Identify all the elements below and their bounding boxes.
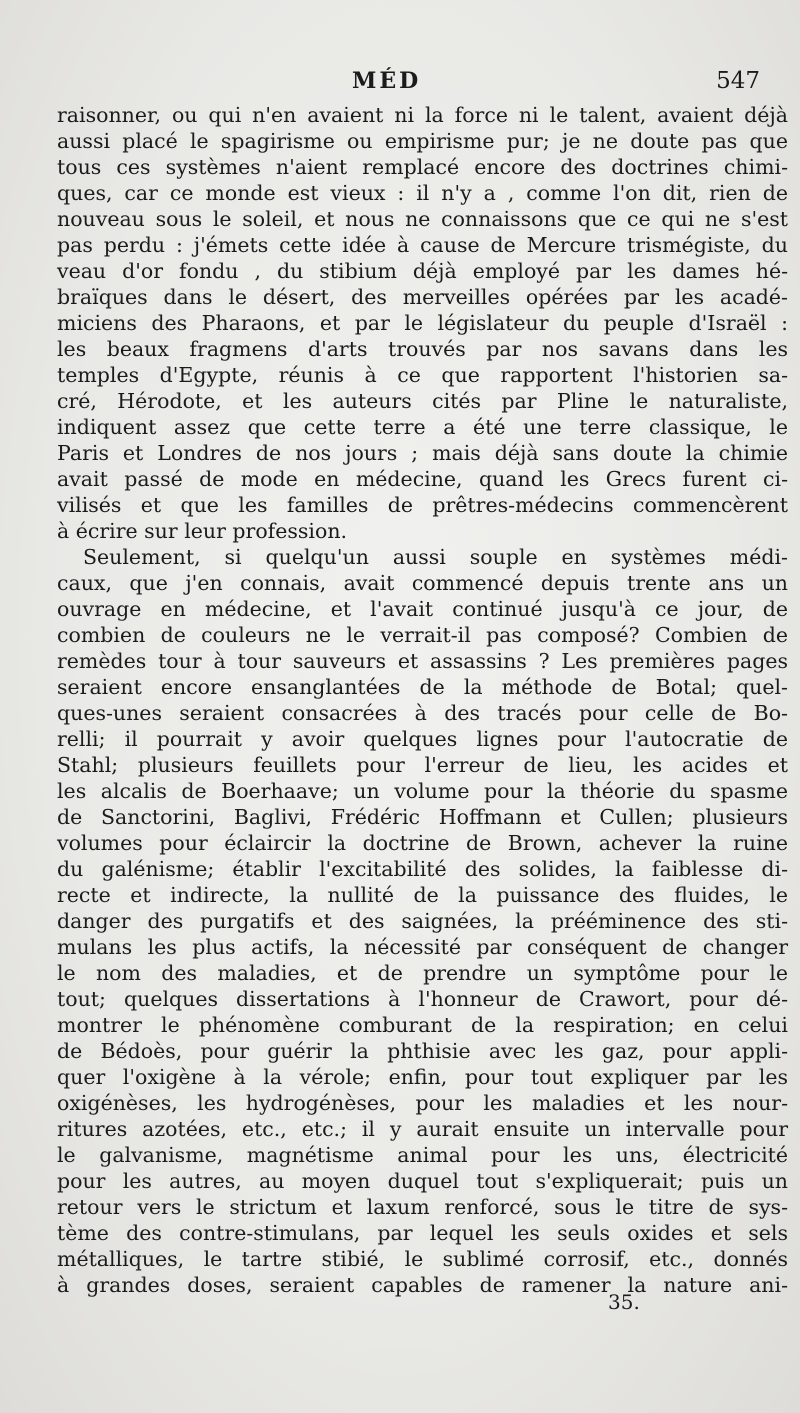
text-line: caux, que j'en connais, avait commencé depuis trente ans un: [57, 571, 788, 595]
text-line: de Sanctorini, Baglivi, Frédéric Hoffmann et Cullen; plusieurs: [57, 805, 788, 829]
text-line: tout; quelques dissertations à l'honneur de Crawort, pour dé-: [57, 987, 788, 1011]
text-line: pas perdu : j'émets cette idée à cause de Mercure trismégiste, du: [57, 233, 788, 257]
text-line: ritures azotées, etc., etc.; il y aurait ensuite un intervalle pour: [57, 1117, 788, 1141]
text-line: nouveau sous le soleil, et nous ne connaissons que ce qui ne s'est: [57, 207, 788, 231]
text-line: Seulement, si quelqu'un aussi souple en systèmes médi-: [83, 545, 788, 569]
text-line: volumes pour éclaircir la doctrine de Brown, achever la ruine: [57, 831, 788, 855]
text-line: miciens des Pharaons, et par le législateur du peuple d'Israël :: [57, 311, 788, 335]
text-line: seraient encore ensanglantées de la méthode de Botal; quel-: [57, 675, 788, 699]
text-line: remèdes tour à tour sauveurs et assassins ? Les premières pages: [57, 649, 788, 673]
signature-mark: 35.: [608, 1290, 640, 1314]
text-line: quer l'oxigène à la vérole; enfin, pour tout expliquer par les: [57, 1065, 788, 1089]
text-line: danger des purgatifs et des saignées, la prééminence des sti-: [57, 909, 788, 933]
text-line: veau d'or fondu , du stibium déjà employé par les dames hé-: [57, 259, 788, 283]
text-line: de Bédoès, pour guérir la phthisie avec les gaz, pour appli-: [57, 1039, 788, 1063]
page-header: [0, 68, 800, 102]
text-line: recte et indirecte, la nullité de la puissance des fluides, le: [57, 883, 788, 907]
text-line: à grandes doses, seraient capables de ramener la nature ani-: [57, 1273, 788, 1297]
text-line: retour vers le strictum et laxum renforcé, sous le titre de sys-: [57, 1195, 788, 1219]
text-line: montrer le phénomène comburant de la respiration; en celui: [57, 1013, 788, 1037]
text-line: avait passé de mode en médecine, quand les Grecs furent ci-: [57, 467, 788, 491]
text-line: les alcalis de Boerhaave; un volume pour la théorie du spasme: [57, 779, 788, 803]
text-line: ouvrage en médecine, et l'avait continué jusqu'à ce jour, de: [57, 597, 788, 621]
text-line: cré, Hérodote, et les auteurs cités par Pline le naturaliste,: [57, 389, 788, 413]
text-line: tous ces systèmes n'aient remplacé encore des doctrines chimi-: [57, 155, 788, 179]
text-line: à écrire sur leur profession.: [57, 519, 348, 543]
text-line: le galvanisme, magnétisme animal pour les uns, électricité: [57, 1143, 788, 1167]
text-line: indiquent assez que cette terre a été une terre classique, le: [57, 415, 788, 439]
text-line: les beaux fragmens d'arts trouvés par nos savans dans les: [57, 337, 788, 361]
text-line: tème des contre-stimulans, par lequel les seuls oxides et sels: [57, 1221, 788, 1245]
text-line: Paris et Londres de nos jours ; mais déjà sans doute la chimie: [57, 441, 788, 465]
text-line: ques, car ce monde est vieux : il n'y a , comme l'on dit, rien de: [57, 181, 788, 205]
text-line: métalliques, le tartre stibié, le sublimé corrosif, etc., donnés: [57, 1247, 788, 1271]
text-line: aussi placé le spagirisme ou empirisme pur; je ne doute pas que: [57, 129, 788, 153]
text-line: pour les autres, au moyen duquel tout s'expliquerait; puis un: [57, 1169, 788, 1193]
text-line: combien de couleurs ne le verrait-il pas composé? Combien de: [57, 623, 788, 647]
text-line: le nom des maladies, et de prendre un symptôme pour le: [57, 961, 788, 985]
text-line: ques-unes seraient consacrées à des tracés pour celle de Bo-: [57, 701, 788, 725]
running-head: MÉD: [352, 68, 422, 94]
text-line: mulans les plus actifs, la nécessité par conséquent de changer: [57, 935, 788, 959]
text-line: oxigénèses, les hydrogénèses, pour les maladies et les nour-: [57, 1091, 788, 1115]
text-line: relli; il pourrait y avoir quelques lignes pour l'autocratie de: [57, 727, 788, 751]
text-line: braïques dans le désert, des merveilles opérées par les acadé-: [57, 285, 788, 309]
page-number: 547: [716, 68, 760, 94]
text-line: temples d'Egypte, réunis à ce que rapportent l'historien sa-: [57, 363, 788, 387]
text-line: Stahl; plusieurs feuillets pour l'erreur de lieu, les acides et: [57, 753, 788, 777]
text-line: vilisés et que les familles de prêtres-médecins commencèrent: [57, 493, 788, 517]
text-line: raisonner, ou qui n'en avaient ni la force ni le talent, avaient déjà: [57, 103, 788, 127]
text-line: du galénisme; établir l'excitabilité des solides, la faiblesse di-: [57, 857, 788, 881]
